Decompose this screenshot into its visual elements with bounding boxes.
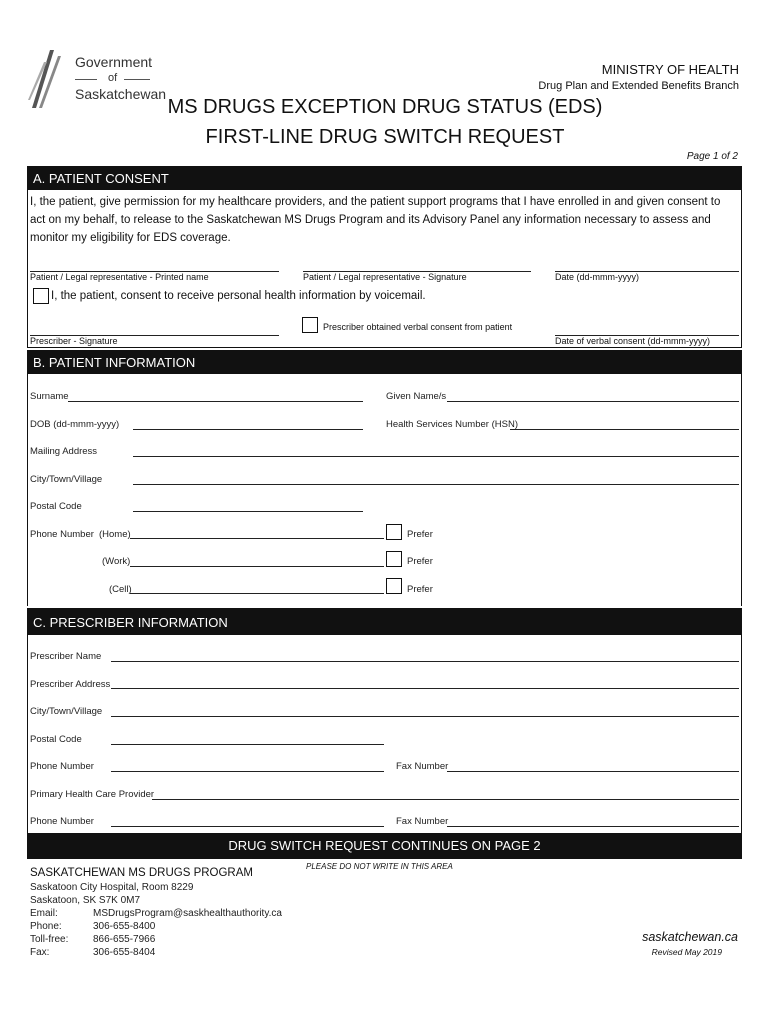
- home-phone-label: (Home): [99, 529, 131, 540]
- prescriber-fax-field[interactable]: [447, 771, 739, 772]
- home-prefer-checkbox[interactable]: [386, 524, 402, 540]
- address-line1: Saskatoon City Hospital, Room 8229: [30, 882, 194, 893]
- logo-text-government: Government: [75, 54, 153, 70]
- branch-name: Drug Plan and Extended Benefits Branch: [538, 80, 739, 92]
- section-b-header: [27, 350, 742, 374]
- cell-phone-field[interactable]: [130, 593, 384, 594]
- primary-provider-field[interactable]: [152, 799, 739, 800]
- logo-divider-left: [75, 79, 97, 80]
- verbal-consent-label: Prescriber obtained verbal consent from patient: [323, 322, 513, 332]
- surname-label: Surname: [30, 391, 69, 402]
- given-names-label: Given Name/s: [386, 391, 447, 402]
- cell-phone-label: (Cell): [109, 584, 132, 595]
- work-prefer-checkbox[interactable]: [386, 551, 402, 567]
- provider-fax-label: Fax Number: [396, 816, 449, 827]
- postal-code-field[interactable]: [133, 511, 363, 512]
- mailing-address-field[interactable]: [133, 456, 739, 457]
- page-number: Page 1 of 2: [686, 151, 738, 162]
- dob-field[interactable]: [133, 429, 363, 430]
- email-value[interactable]: MSDrugsProgram@saskhealthauthority.ca: [93, 908, 282, 919]
- home-phone-field[interactable]: [130, 538, 384, 539]
- cell-prefer-label: Prefer: [407, 584, 433, 595]
- logo-divider-right: [124, 79, 150, 80]
- verbal-consent-checkbox[interactable]: [302, 317, 318, 333]
- mailing-address-label: Mailing Address: [30, 446, 98, 457]
- tollfree-label: Toll-free:: [30, 934, 69, 945]
- program-name: SASKATCHEWAN MS DRUGS PROGRAM: [30, 867, 253, 879]
- logo-text-of: of: [108, 72, 118, 84]
- city-label: City/Town/Village: [30, 474, 103, 485]
- signature-label: Patient / Legal representative - Signature: [303, 272, 467, 282]
- fax-label: Fax:: [30, 947, 50, 958]
- continue-banner: [27, 833, 742, 859]
- provider-fax-field[interactable]: [447, 826, 739, 827]
- prescriber-signature-label: Prescriber - Signature: [30, 336, 118, 346]
- continue-banner-text: DRUG SWITCH REQUEST CONTINUES ON PAGE 2: [228, 838, 541, 853]
- fax-value: 306-655-8404: [93, 947, 156, 958]
- dob-label: DOB (dd-mmm-yyyy): [30, 419, 120, 430]
- provider-phone-label: Phone Number: [30, 816, 94, 827]
- consent-paragraph: I, the patient, give permission for my healthcare providers, and the patient support programs that I have enrolled in and given consent to act on my behalf, to release to the Saskatchewan MS Drugs Program and its Advisory Panel any information necessary to assess and monitor my eligibility for EDS coverage.: [30, 196, 721, 244]
- address-line2: Saskatoon, SK S7K 0M7: [30, 895, 141, 906]
- prescriber-name-label: Prescriber Name: [30, 651, 102, 662]
- section-c-header: [27, 608, 742, 635]
- printed-name-label: Patient / Legal representative - Printed name: [30, 272, 209, 282]
- voicemail-consent-label: I, the patient, consent to receive personal health information by voicemail.: [51, 290, 426, 302]
- prescriber-city-label: City/Town/Village: [30, 706, 103, 717]
- ministry-name: MINISTRY OF HEALTH: [601, 62, 739, 77]
- postal-code-label: Postal Code: [30, 501, 82, 512]
- date-label: Date (dd-mmm-yyyy): [555, 272, 640, 282]
- provider-phone-field[interactable]: [111, 826, 384, 827]
- form-title-line2: FIRST-LINE DRUG SWITCH REQUEST: [205, 126, 565, 148]
- section-b-box: [27, 350, 742, 606]
- phone-label: Phone:: [30, 921, 62, 932]
- prescriber-fax-label: Fax Number: [396, 761, 449, 772]
- city-field[interactable]: [133, 484, 739, 485]
- hsn-label: Health Services Number (HSN): [386, 419, 518, 430]
- primary-provider-label: Primary Health Care Provider: [30, 789, 155, 800]
- tollfree-value: 866-655-7966: [93, 934, 156, 945]
- section-a-heading: A. PATIENT CONSENT: [33, 171, 169, 186]
- verbal-date-label: Date of verbal consent (dd-mmm-yyyy): [555, 336, 711, 346]
- home-prefer-label: Prefer: [407, 529, 433, 540]
- cell-prefer-checkbox[interactable]: [386, 578, 402, 594]
- given-names-field[interactable]: [447, 401, 739, 402]
- prescriber-city-field[interactable]: [111, 716, 739, 717]
- prescriber-postal-code-field[interactable]: [111, 744, 384, 745]
- prescriber-postal-code-label: Postal Code: [30, 734, 82, 745]
- phone-number-label: Phone Number: [30, 529, 94, 540]
- section-c-heading: C. PRESCRIBER INFORMATION: [33, 615, 228, 630]
- work-prefer-label: Prefer: [407, 556, 433, 567]
- do-not-write-notice: PLEASE DO NOT WRITE IN THIS AREA: [306, 862, 453, 871]
- work-phone-label: (Work): [102, 556, 131, 567]
- email-label: Email:: [30, 908, 58, 919]
- form-title-line1: MS DRUGS EXCEPTION DRUG STATUS (EDS): [167, 96, 603, 118]
- surname-field[interactable]: [68, 401, 363, 402]
- voicemail-consent-checkbox[interactable]: [33, 288, 49, 304]
- work-phone-field[interactable]: [130, 566, 384, 567]
- logo-text-saskatchewan: Saskatchewan: [75, 86, 167, 102]
- phone-value: 306-655-8400: [93, 921, 156, 932]
- prescriber-name-field[interactable]: [111, 661, 739, 662]
- hsn-field[interactable]: [510, 429, 739, 430]
- prescriber-phone-label: Phone Number: [30, 761, 94, 772]
- prescriber-address-field[interactable]: [111, 688, 739, 689]
- section-a-header: [27, 166, 742, 190]
- section-b-heading: B. PATIENT INFORMATION: [33, 355, 196, 370]
- revised-date: Revised May 2019: [651, 947, 722, 957]
- website-link[interactable]: saskatchewan.ca: [642, 930, 738, 944]
- prescriber-address-label: Prescriber Address: [30, 679, 111, 690]
- prescriber-phone-field[interactable]: [111, 771, 384, 772]
